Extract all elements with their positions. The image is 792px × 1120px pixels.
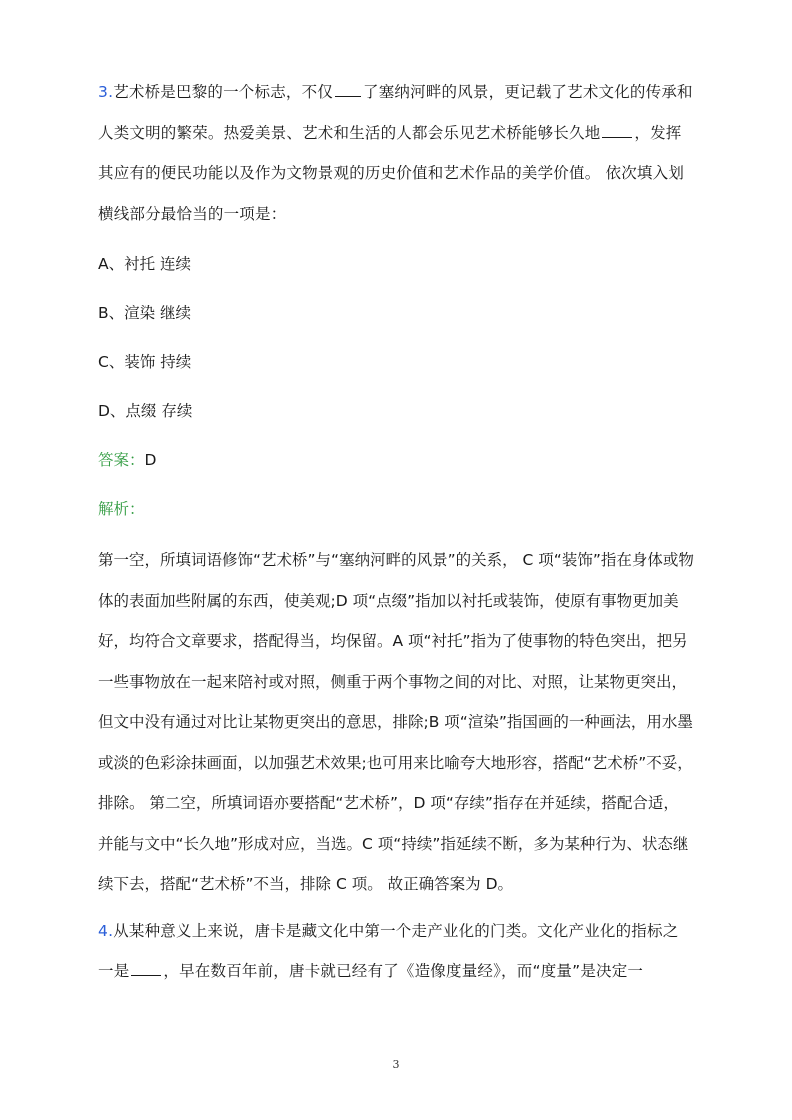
question-4-text-1: 从某种意义上来说，唐卡是藏文化中第一个走产业化的门类。文化产业化的指标之一是 bbox=[98, 921, 679, 980]
fill-blank-3 bbox=[131, 961, 161, 976]
analysis-text: 第一空，所填词语修饰“艺术桥”与“塞纳河畔的风景”的关系， C 项“装饰”指在身体或物体的表面加些附属的东西，使美观;D 项“点缀”指加以衬托或装饰，使原有事物更加美好，均符合文章要求，搭配得当，均保留。A 项“衬托”指为了使事物的特色突出，把另一些事物放在一起来陪衬或对照，侧重于两个事物之间的对比、对照，让某物更突出，但文中没有通过对比让某物更突出的意思，排除;B 项“渲染”指国画的一种画法，用水墨或淡的色彩涂抹画面，以加强艺术效果;也可用来比喻夸大地形容，搭配“艺术桥”不妥，排除。 第二空，所填词语亦要搭配“艺术桥”，D 项“存续”指存在并延续，搭配合适，并能与文中“长久地”形成对应，当选。C 项“持续”指延续不断，多为某种行为、状态继续下去，搭配“艺术桥”不当，排除 C 项。 故正确答案为 D。 bbox=[98, 551, 694, 893]
question-3-text-2: 了塞纳河畔的风景，更记载了艺术文化的传承和人类文明的繁荣。热爱美景、艺术和生活的人都会乐见艺术桥能够长久地 bbox=[98, 83, 693, 142]
document-body bbox=[98, 72, 694, 992]
page-number: 3 bbox=[392, 1058, 400, 1071]
question-4-text-2: ，早在数百年前，唐卡就已经有了《造像度量经》，而“度量”是决定一 bbox=[163, 962, 644, 980]
question-number: 4 bbox=[98, 921, 109, 940]
option-a: A、衬托 连续 bbox=[98, 255, 192, 273]
analysis-label: 解析： bbox=[98, 500, 145, 518]
option-d: D、点缀 存续 bbox=[98, 402, 193, 420]
question-number: 3 bbox=[98, 83, 109, 101]
option-c: C、装饰 持续 bbox=[98, 353, 192, 371]
question-4-stem bbox=[98, 911, 694, 992]
question-3-text-3: ，发挥其应有的便民功能以及作为文物景观的历史价值和艺术作品的美学价值。 依次填入划横线部分最恰当的一项是： bbox=[98, 123, 685, 223]
answer-value: D bbox=[144, 451, 157, 469]
question-number-dot: . bbox=[108, 921, 114, 940]
answer-line bbox=[98, 436, 694, 485]
question-3-text-1: 艺术桥是巴黎的一个标志，不仅 bbox=[113, 83, 334, 101]
question-3-stem bbox=[98, 72, 694, 234]
fill-blank-1 bbox=[335, 82, 361, 97]
option-b: B、渲染 继续 bbox=[98, 304, 192, 322]
question-number-dot: . bbox=[108, 83, 114, 101]
fill-blank-2 bbox=[602, 123, 632, 138]
answer-label: 答案： bbox=[98, 451, 145, 469]
